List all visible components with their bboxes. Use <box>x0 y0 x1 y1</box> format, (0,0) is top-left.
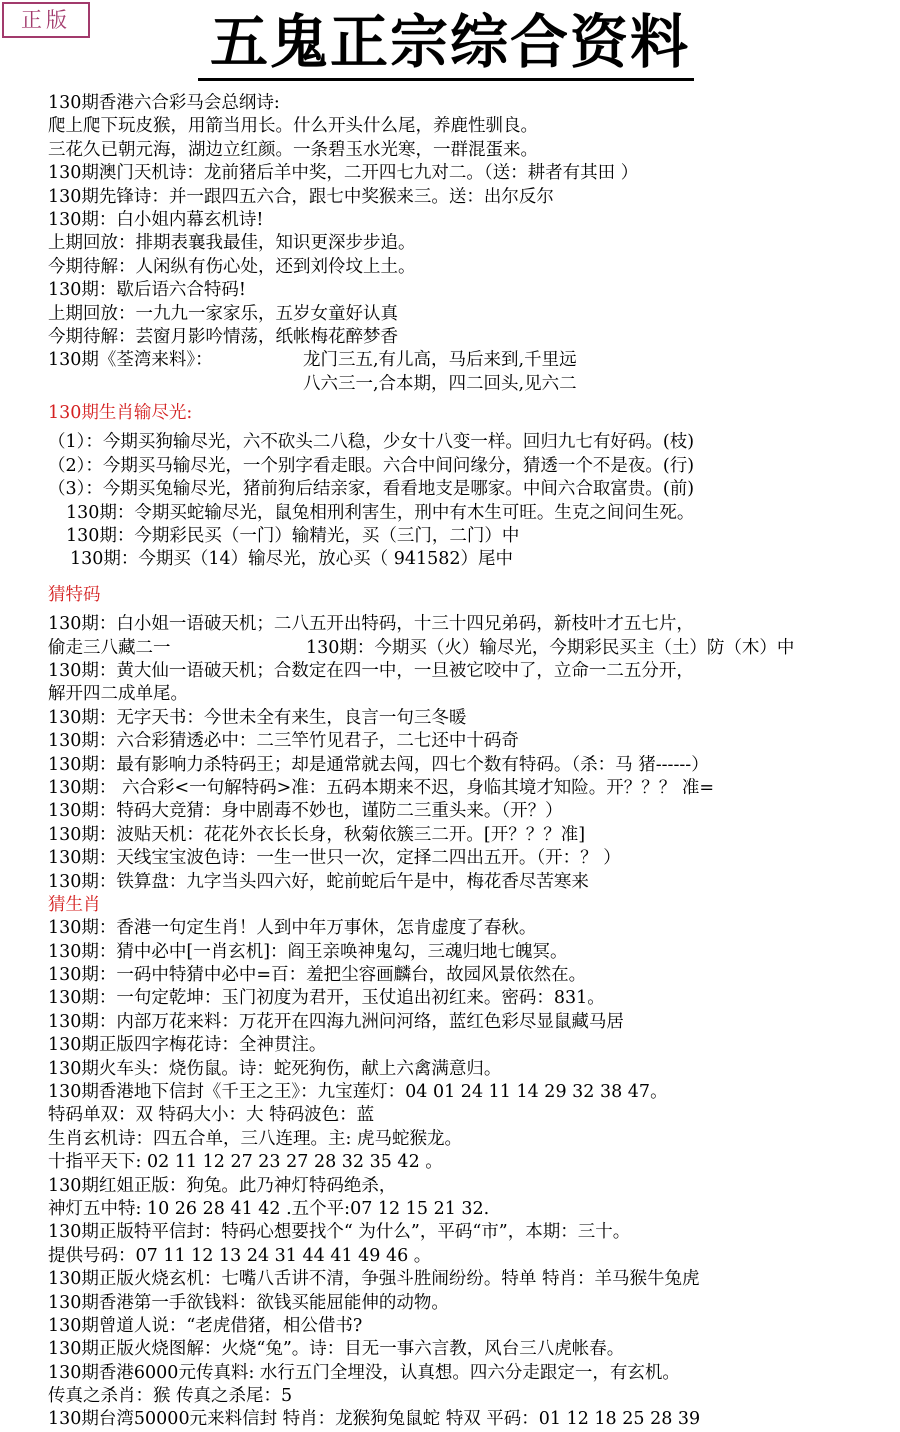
text-line <box>48 349 898 372</box>
text-line: 130期：白小姐内幕玄机诗! <box>48 209 264 230</box>
text-line: 130期：天线宝宝波色诗：一生一世只一次，定择二四出五开。（开：？ ） <box>48 848 621 869</box>
text-line: 130期：一句定乾坤：玉门初度为君开，玉仗追出初红来。密码：831。 <box>48 988 605 1009</box>
text-line: 130期红姐正版：狗兔。此乃神灯特码绝杀， <box>48 1175 397 1196</box>
text-line: 130期正版火烧玄机：七嘴八舌讲不清，争强斗胜闹纷纷。特单 特肖：羊马猴牛兔虎 <box>48 1269 700 1290</box>
text-line: 解开四二成单尾。 <box>48 684 188 705</box>
text-line: 130期火车头：烧伤鼠。诗：蛇死狗伤，献上六禽满意归。 <box>48 1058 502 1079</box>
text-line-verse: 八六三一,合本期，四二回头,见六二 <box>303 373 577 394</box>
text-line: 130期：今期彩民买（一门）输精光，买（三门，二门）中 <box>66 526 520 547</box>
text-line: 130期：内部万花来料：万花开在四海九洲问河络，蓝红色彩尽显鼠藏马居 <box>48 1011 624 1032</box>
section-heading-guess-number: 猜特码 <box>48 584 101 605</box>
text-line: 130期澳门天机诗：龙前猪后羊中奖，二开四七九对二。（送：耕者有其田 ） <box>48 163 639 184</box>
text-line: （2）：今期买马输尽光，一个别字看走眼。六合中间问缘分，猜透一个不是夜。(行) <box>48 455 695 476</box>
text-line: 130期正版四字梅花诗：全神贯注。 <box>48 1035 327 1056</box>
text-line: 神灯五中特: 10 26 28 41 42 .五个平:07 12 15 21 32. <box>48 1198 490 1219</box>
text-line: 130期：铁算盘：九字当头四六好，蛇前蛇后午是中，梅花香尽苦寒来 <box>48 871 589 892</box>
text-line: 130期：六合彩猜透必中：二三竿竹见君子，二七还中十码奇 <box>48 731 519 752</box>
text-line: 130期台湾50000元来料信封 特肖：龙猴狗兔鼠蛇 特双 平码：01 12 18 25 28 39 <box>48 1409 701 1430</box>
text-line: 130期香港地下信封《千王之王》：九宝莲灯：04 01 24 11 14 29 32 38 47。 <box>48 1082 668 1103</box>
text-line-part: 偷走三八藏二一 <box>48 637 171 658</box>
text-line: 生肖玄机诗：四五合单，三八连理。主: 虎马蛇猴龙。 <box>48 1128 462 1149</box>
text-line: 130期：特码大竞猜：身中剧毒不妙也，谨防二三重头来。（开？） <box>48 801 563 822</box>
text-line: 130期：猜中必中[一肖玄机]：阎王亲唤神鬼勾，三魂归地七魄冥。 <box>48 941 568 962</box>
text-line: 爬上爬下玩皮猴，用箭当用长。什么开头什么尾，养鹿性驯良。 <box>48 116 538 137</box>
page-title: 五鬼正宗综合资料 <box>209 8 690 76</box>
text-line: 130期：令期买蛇输尽光，鼠兔相刑利害生，刑中有木生可旺。生克之间问生死。 <box>66 502 695 523</box>
text-line: （1）：今期买狗输尽光，六不砍头二八稳，少女十八变一样。回归九七有好码。(枝) <box>48 432 695 453</box>
text-line <box>48 373 898 396</box>
text-line: 130期：波贴天机：花花外衣长长身，秋菊依簇三二开。[开？？？准] <box>48 824 586 845</box>
text-line: 130期：一码中特猜中必中=百：羞把尘容画麟台，故园风景依然在。 <box>48 965 587 986</box>
text-line: 特码单双：双 特码大小：大 特码波色：蓝 <box>48 1105 375 1126</box>
text-line: 提供号码：07 11 12 13 24 31 44 41 49 46 。 <box>48 1245 432 1266</box>
document-body <box>48 92 898 1432</box>
text-line: 130期香港第一手欲钱料：欲钱买能屈能伸的动物。 <box>48 1292 449 1313</box>
text-line: 上期回放：排期表襄我最佳，知识更深步步追。 <box>48 233 416 254</box>
section-heading-guess-zodiac: 猜生肖 <box>48 894 101 915</box>
text-line: （3）：今期买兔输尽光，猪前狗后结亲家，看看地支是哪家。中间六合取富贵。(前) <box>48 479 695 500</box>
text-line: 三花久已朝元海，湖边立红颜。一条碧玉水光寒，一群混蛋来。 <box>48 139 538 160</box>
text-line: 传真之杀肖：猴 传真之杀尾：5 <box>48 1386 293 1407</box>
text-line: 130期曾道人说：“老虎借猪，相公借书? <box>48 1315 363 1336</box>
edition-badge: 正版 <box>2 2 90 38</box>
text-line: 130期：黄大仙一语破天机；合数定在四一中，一旦被它咬中了，立命一二五分开， <box>48 660 694 681</box>
text-line: 130期：今期买（14）输尽光，放心买（ 941582）尾中 <box>70 549 514 570</box>
text-line-part: 130期：今期买（火）输尽光，今期彩民买主（土）防（木）中 <box>306 637 795 658</box>
title-underline <box>198 78 694 81</box>
text-line: 130期：香港一句定生肖！人到中年万事休，怎肯虚度了春秋。 <box>48 918 537 939</box>
text-line: 130期：最有影响力杀特码王；却是通常就去闯，四七个数有特码。（杀：马 猪------） <box>48 754 709 775</box>
text-line-verse: 龙门三五,有儿高，马后来到,千里远 <box>303 350 577 371</box>
text-line: 130期：无字天书：今世未全有来生，良言一句三冬暖 <box>48 707 467 728</box>
text-line: 130期香港6000元传真料: 水行五门全埋没，认真想。四六分走跟定一，有玄机。 <box>48 1362 680 1383</box>
text-line <box>48 637 898 660</box>
text-line: 130期： 六合彩<一句解特码>准：五码本期来不迟，身临其境才知险。开？？？ 准= <box>48 777 715 798</box>
text-line: 130期正版火烧图解：火烧“兔”。诗：目无一事六言教，风台三八虎帐春。 <box>48 1339 625 1360</box>
section-heading-zodiac-lose: 130期生肖输尽光: <box>48 403 193 424</box>
text-line: 130期：歇后语六合特码! <box>48 280 246 301</box>
text-line: 130期：白小姐一语破天机；二八五开出特码，十三十四兄弟码，新枝叶才五七片， <box>48 614 694 635</box>
text-line: 上期回放：一九九一家家乐，五岁女童好认真 <box>48 303 398 324</box>
text-line-label: 130期《荃湾来料》： <box>48 350 213 371</box>
text-line: 130期正版特平信封：特码心想要找个“ 为什么”，平码“市”，本期：三十。 <box>48 1222 631 1243</box>
text-line: 130期香港六合彩马会总纲诗: <box>48 93 280 113</box>
text-line: 130期先锋诗：并一跟四五六合，跟七中奖猴来三。送：出尔反尔 <box>48 186 554 207</box>
text-line: 今期待解：人闲纵有伤心处，还到刘伶坟上土。 <box>48 256 416 277</box>
text-line: 今期待解：芸窗月影吟情荡，纸帐梅花醉梦香 <box>48 326 398 347</box>
text-line: 十指平天下: 02 11 12 27 23 27 28 32 35 42 。 <box>48 1152 443 1173</box>
